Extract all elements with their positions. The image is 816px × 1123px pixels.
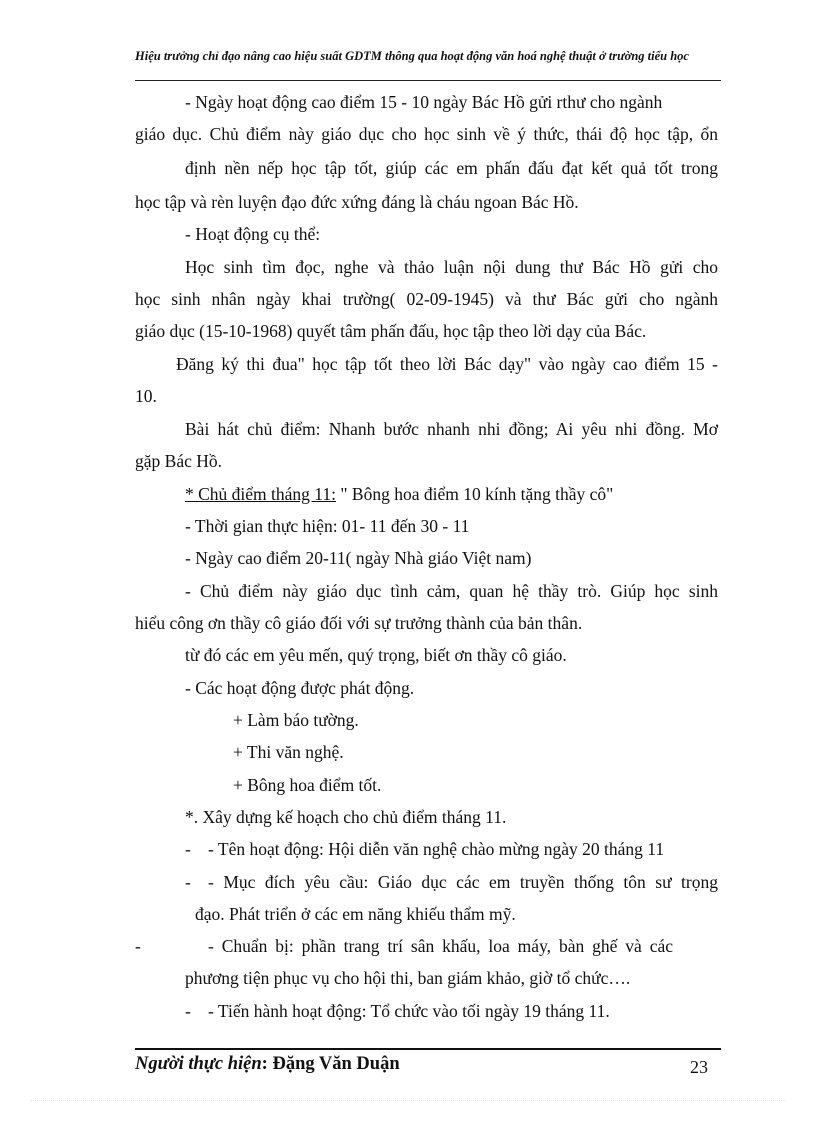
list-item: - Tiến hành hoạt động: Tổ chức vào tối ngày 19 tháng 11. bbox=[208, 1001, 610, 1021]
list-bullet: - bbox=[185, 839, 191, 859]
list-item-continuation: đạo. Phát triển ở các em năng khiếu thẩm mỹ. bbox=[195, 904, 516, 924]
author-name: Đặng Văn Duận bbox=[272, 1054, 400, 1074]
paragraph-line: từ đó các em yêu mến, quý trọng, biết ơn thầy cô giáo. bbox=[185, 645, 567, 665]
paragraph-line: Học sinh tìm đọc, nghe và thảo luận nội dung thư Bác Hồ gửi cho bbox=[185, 257, 718, 277]
paragraph-line: - Hoạt động cụ thể: bbox=[185, 224, 321, 244]
footer-divider bbox=[135, 1048, 721, 1050]
paragraph-line: giáo dục (15-10-1968) quyết tâm phấn đấu, học tập theo lời dạy của Bác. bbox=[135, 321, 647, 341]
paragraph-line: - Ngày cao điểm 20-11( ngày Nhà giáo Việt nam) bbox=[185, 548, 532, 568]
list-item: + Làm báo tường. bbox=[233, 710, 359, 730]
section-heading-title: " Bông hoa điểm 10 kính tặng thầy cô" bbox=[336, 484, 614, 504]
page-number: 23 bbox=[690, 1057, 708, 1077]
paragraph-line: - Thời gian thực hiện: 01- 11 đến 30 - 11 bbox=[185, 516, 470, 536]
paragraph-line: Bài hát chủ điểm: Nhanh bước nhanh nhi đồng; Ai yêu nhi đồng. Mơ bbox=[185, 419, 718, 439]
list-item: - Mục đích yêu cầu: Giáo dục các em truyền thống tôn sư trọng bbox=[208, 872, 718, 892]
paragraph-line: giáo dục. Chủ điểm này giáo dục cho học sinh về ý thức, thái độ học tập, ổn bbox=[135, 124, 718, 144]
list-item: - Chuẩn bị: phần trang trí sân khấu, loa máy, bàn ghế và các bbox=[208, 936, 673, 956]
paragraph-line: học sinh nhân ngày khai trường( 02-09-1945) và thư Bác gửi cho ngành bbox=[135, 289, 718, 309]
list-bullet: - bbox=[185, 1001, 191, 1021]
running-header: Hiệu trưởng chỉ đạo nâng cao hiệu suất GDTM thông qua hoạt động văn hoá nghệ thuật ở trường tiểu học bbox=[135, 49, 689, 63]
footer-author bbox=[135, 1054, 400, 1075]
section-heading bbox=[185, 484, 613, 505]
paragraph-line: *. Xây dựng kế hoạch cho chủ điểm tháng 11. bbox=[185, 807, 507, 827]
paragraph-line: Đăng ký thi đua" học tập tốt theo lời Bác dạy" vào ngày cao điểm 15 - bbox=[176, 354, 718, 374]
paragraph-line: học tập và rèn luyện đạo đức xứng đáng là cháu ngoan Bác Hồ. bbox=[135, 192, 579, 212]
paragraph-line: - Chủ điểm này giáo dục tình cảm, quan hệ thầy trò. Giúp học sinh bbox=[185, 581, 718, 601]
paragraph-line: 10. bbox=[135, 386, 157, 406]
list-item: - Tên hoạt động: Hội diễn văn nghệ chào mừng ngày 20 tháng 11 bbox=[208, 839, 665, 859]
page-bottom-border bbox=[30, 1100, 786, 1101]
paragraph-line: định nền nếp học tập tốt, giúp các em phấn đấu đạt kết quả tốt trong bbox=[185, 158, 718, 178]
list-bullet: - bbox=[135, 936, 141, 956]
paragraph-line: - Ngày hoạt động cao điểm 15 - 10 ngày Bác Hồ gửi rthư cho ngành bbox=[185, 92, 663, 112]
list-item: + Thi văn nghệ. bbox=[233, 742, 344, 762]
list-bullet: - bbox=[185, 872, 191, 892]
section-heading-label: * Chủ điểm tháng 11: bbox=[185, 484, 337, 504]
paragraph-line: gặp Bác Hồ. bbox=[135, 451, 222, 471]
header-divider bbox=[135, 80, 721, 81]
author-separator: : bbox=[261, 1054, 273, 1074]
paragraph-line: - Các hoạt động được phát động. bbox=[185, 678, 415, 698]
author-label: Người thực hiện bbox=[135, 1054, 262, 1074]
list-item: + Bông hoa điểm tốt. bbox=[233, 775, 382, 795]
list-item-continuation: phương tiện phục vụ cho hội thi, ban giám khảo, giờ tổ chức…. bbox=[185, 968, 631, 988]
paragraph-line: hiểu công ơn thầy cô giáo đối với sự trưởng thành của bản thân. bbox=[135, 613, 583, 633]
